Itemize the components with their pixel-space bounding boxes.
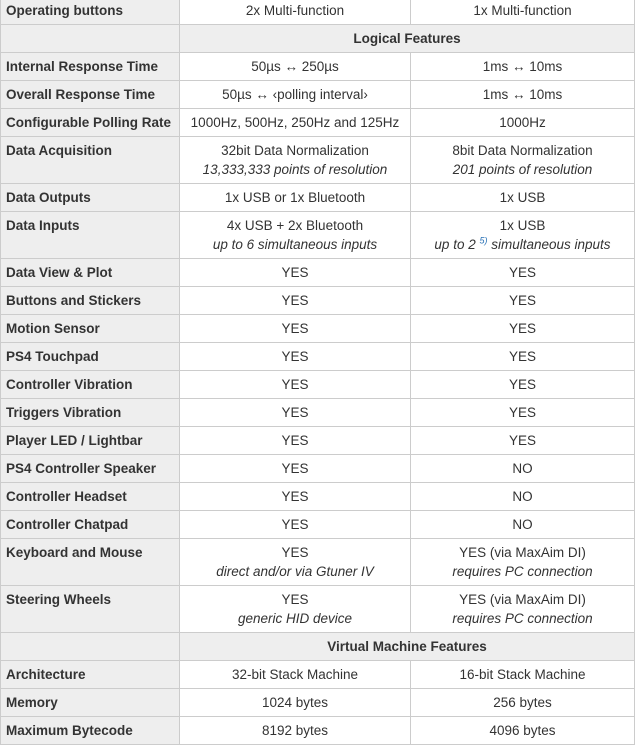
table-row <box>1 717 635 745</box>
row-label: Triggers Vibration <box>1 399 180 427</box>
row-label: Motion Sensor <box>1 315 180 343</box>
table-row <box>1 212 635 259</box>
value-b: 256 bytes <box>411 689 635 717</box>
value-a-cell <box>180 212 411 259</box>
table-row <box>1 287 635 315</box>
value-a: 1000Hz, 500Hz, 250Hz and 125Hz <box>180 109 411 137</box>
value-b: 1ms ↔ 10ms <box>411 81 635 109</box>
row-label: Keyboard and Mouse <box>1 539 180 586</box>
table-row <box>1 455 635 483</box>
table-row <box>1 689 635 717</box>
value-a: YES <box>180 427 411 455</box>
row-label: Player LED / Lightbar <box>1 427 180 455</box>
row-label: Data Outputs <box>1 184 180 212</box>
table-row <box>1 0 635 25</box>
value-a: YES <box>281 592 309 607</box>
section-title: Virtual Machine Features <box>180 633 635 661</box>
row-label: Configurable Polling Rate <box>1 109 180 137</box>
value-a-note: generic HID device <box>237 611 353 626</box>
value-b: 1ms ↔ 10ms <box>411 53 635 81</box>
value-b: 1x Multi-function <box>411 0 635 25</box>
value-a-note: 13,333,333 points of resolution <box>202 162 388 177</box>
table-row <box>1 137 635 184</box>
table-row <box>1 511 635 539</box>
value-a: YES <box>180 259 411 287</box>
table-row <box>1 109 635 137</box>
row-label: Overall Response Time <box>1 81 180 109</box>
value-b-note: requires PC connection <box>452 564 593 579</box>
value-b: 1x USB <box>499 218 546 233</box>
table-row <box>1 399 635 427</box>
value-b: 4096 bytes <box>411 717 635 745</box>
table-row <box>1 483 635 511</box>
value-b-note <box>416 235 629 254</box>
value-a: YES <box>281 545 309 560</box>
value-a: YES <box>180 483 411 511</box>
value-a-note: up to 6 simultaneous inputs <box>212 237 378 252</box>
section-title: Logical Features <box>180 25 635 53</box>
section-header <box>1 25 635 53</box>
value-b: YES <box>411 287 635 315</box>
value-b-note-pre: up to 2 <box>434 237 480 252</box>
row-label: Data Acquisition <box>1 137 180 184</box>
row-label: Steering Wheels <box>1 586 180 633</box>
value-a: YES <box>180 287 411 315</box>
value-b: 1000Hz <box>411 109 635 137</box>
table-row <box>1 81 635 109</box>
value-b: YES <box>411 399 635 427</box>
value-b-cell <box>411 539 635 586</box>
value-b: 16-bit Stack Machine <box>411 661 635 689</box>
value-a: 4x USB + 2x Bluetooth <box>226 218 364 233</box>
value-b: 8bit Data Normalization <box>452 143 593 158</box>
row-label: Controller Headset <box>1 483 180 511</box>
row-label: Memory <box>1 689 180 717</box>
value-b: NO <box>411 483 635 511</box>
table-row <box>1 184 635 212</box>
value-a: YES <box>180 315 411 343</box>
value-a-cell <box>180 586 411 633</box>
value-b: YES <box>411 259 635 287</box>
footnote-link[interactable]: 5) <box>479 235 488 246</box>
row-label: Controller Vibration <box>1 371 180 399</box>
value-a-cell <box>180 137 411 184</box>
row-label: Maximum Bytecode <box>1 717 180 745</box>
table-row <box>1 53 635 81</box>
value-b-cell <box>411 137 635 184</box>
value-b: 1x USB <box>411 184 635 212</box>
value-b: YES <box>411 343 635 371</box>
table-row <box>1 371 635 399</box>
section-header <box>1 633 635 661</box>
table-row <box>1 661 635 689</box>
row-label: Controller Chatpad <box>1 511 180 539</box>
value-b: YES (via MaxAim DI) <box>459 592 586 607</box>
row-label: PS4 Controller Speaker <box>1 455 180 483</box>
value-a: 32-bit Stack Machine <box>180 661 411 689</box>
value-b: NO <box>411 511 635 539</box>
row-label: Data Inputs <box>1 212 180 259</box>
value-b: NO <box>411 455 635 483</box>
table-row <box>1 259 635 287</box>
value-a: 50µs ↔ 250µs <box>180 53 411 81</box>
value-b: YES <box>411 371 635 399</box>
row-label: Buttons and Stickers <box>1 287 180 315</box>
value-a: 2x Multi-function <box>180 0 411 25</box>
value-b-cell <box>411 212 635 259</box>
value-b-cell <box>411 586 635 633</box>
value-a: 1024 bytes <box>180 689 411 717</box>
value-a: YES <box>180 455 411 483</box>
value-b: YES (via MaxAim DI) <box>459 545 586 560</box>
value-a: YES <box>180 511 411 539</box>
value-a-cell <box>180 539 411 586</box>
value-b-note: requires PC connection <box>452 611 593 626</box>
value-b-note: 201 points of resolution <box>452 162 593 177</box>
table-row <box>1 586 635 633</box>
row-label: Data View & Plot <box>1 259 180 287</box>
table-row <box>1 315 635 343</box>
value-a: 50µs ↔ ‹polling interval› <box>180 81 411 109</box>
row-label: PS4 Touchpad <box>1 343 180 371</box>
table-row <box>1 343 635 371</box>
table-row <box>1 539 635 586</box>
value-b-note-post: simultaneous inputs <box>487 237 611 252</box>
value-a: 32bit Data Normalization <box>221 143 369 158</box>
value-a: YES <box>180 371 411 399</box>
row-label: Operating buttons <box>1 0 180 25</box>
table-row <box>1 427 635 455</box>
value-a: YES <box>180 343 411 371</box>
row-label: Architecture <box>1 661 180 689</box>
value-b: YES <box>411 427 635 455</box>
value-a: 1x USB or 1x Bluetooth <box>180 184 411 212</box>
section-spacer <box>1 633 180 661</box>
section-spacer <box>1 25 180 53</box>
row-label: Internal Response Time <box>1 53 180 81</box>
value-a: YES <box>180 399 411 427</box>
value-b: YES <box>411 315 635 343</box>
value-a-note: direct and/or via Gtuner IV <box>216 564 374 579</box>
value-a: 8192 bytes <box>180 717 411 745</box>
